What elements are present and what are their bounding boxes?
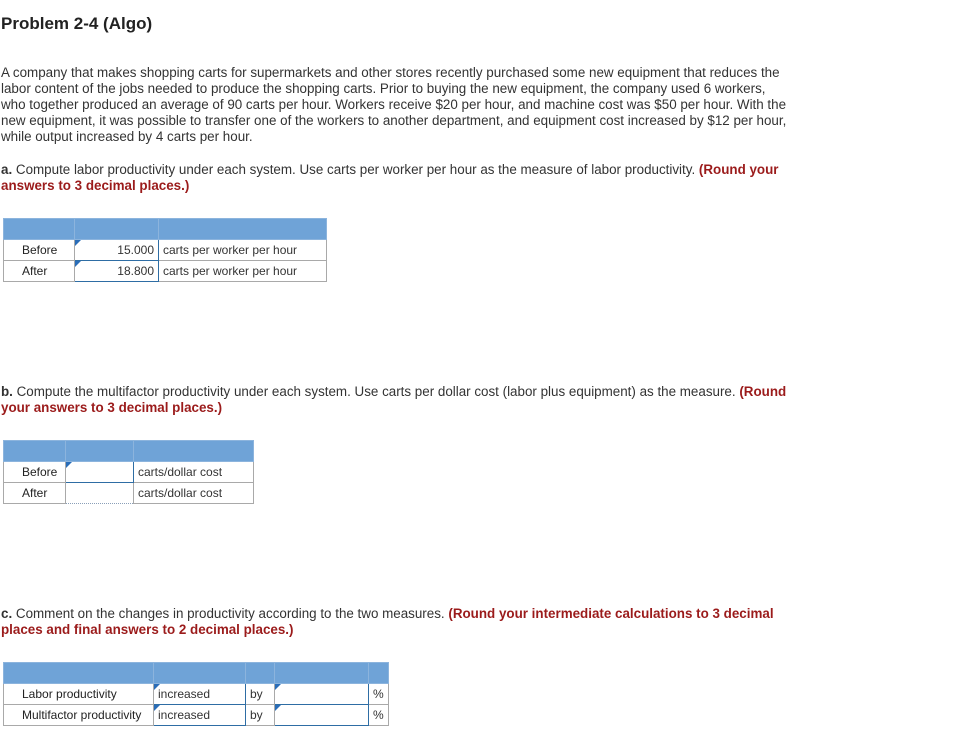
labor-productivity-after-input[interactable]: 18.800: [75, 261, 159, 282]
answer-marker-icon: [275, 684, 281, 690]
unit-label: carts per worker per hour: [159, 240, 327, 261]
by-label: by: [246, 705, 275, 726]
unit-label: carts/dollar cost: [134, 483, 254, 504]
part-a-text: Compute labor productivity under each system. Use carts per worker per hour as the measure of labor productivity.: [15, 162, 696, 177]
part-a-label: a.: [1, 162, 13, 177]
problem-title: Problem 2-4 (Algo): [1, 14, 153, 33]
percent-label: %: [369, 705, 389, 726]
part-a-header-row: [4, 219, 327, 240]
row-label-after: After: [4, 261, 75, 282]
problem-description: [1, 65, 901, 145]
labor-direction-select[interactable]: increased: [154, 684, 246, 705]
unit-label: carts/dollar cost: [134, 462, 254, 483]
intro-line-3: who together produced an average of 90 carts per hour. Workers receive $20 per hour, and machine cost was $50 per hour. With the: [1, 97, 787, 112]
part-c-row-labor: [4, 684, 389, 705]
row-label-before: Before: [4, 240, 75, 261]
intro-line-4: new equipment, it was possible to transfer one of the workers to another department, and equipment cost increased by $12 per hour,: [1, 113, 787, 128]
intro-line-2: labor content of the jobs needed to produce the shopping carts. Prior to buying the new equipment, the company used 6 workers,: [1, 81, 766, 96]
part-b-table: [3, 440, 254, 504]
part-b-row-after: [4, 483, 254, 504]
multifactor-after-input[interactable]: [66, 483, 134, 504]
answer-marker-icon: [66, 462, 72, 468]
labor-productivity-before-input[interactable]: 15.000: [75, 240, 159, 261]
row-label-before: Before: [4, 462, 66, 483]
part-b-question: [1, 384, 901, 416]
part-b-row-before: [4, 462, 254, 483]
answer-marker-icon: [75, 240, 81, 246]
part-b-note-2: your answers to 3 decimal places.): [1, 400, 223, 415]
row-label-labor: Labor productivity: [4, 684, 154, 705]
part-c-question: [1, 606, 901, 638]
intro-line-5: while output increased by 4 carts per hour.: [1, 129, 253, 144]
part-c-table: [3, 662, 389, 726]
answer-marker-icon: [154, 684, 160, 690]
by-label: by: [246, 684, 275, 705]
part-a-row-before: [4, 240, 327, 261]
row-label-multifactor: Multifactor productivity: [4, 705, 154, 726]
part-c-note-1: (Round your intermediate calculations to 3 decimal: [448, 606, 774, 621]
multifactor-direction-select[interactable]: increased: [154, 705, 246, 726]
part-a-question: [1, 162, 901, 194]
part-b-text: Compute the multifactor productivity under each system. Use carts per dollar cost (labor plus equipment) as the measure.: [16, 384, 736, 399]
part-c-row-multifactor: [4, 705, 389, 726]
part-c-note-2: places and final answers to 2 decimal places.): [1, 622, 294, 637]
part-c-label: c.: [1, 606, 13, 621]
unit-label: carts per worker per hour: [159, 261, 327, 282]
answer-marker-icon: [275, 705, 281, 711]
part-a-row-after: [4, 261, 327, 282]
part-a-note-2: answers to 3 decimal places.): [1, 178, 190, 193]
labor-change-input[interactable]: [275, 684, 369, 705]
part-b-header-row: [4, 441, 254, 462]
answer-marker-icon: [75, 261, 81, 267]
part-c-text: Comment on the changes in productivity according to the two measures.: [15, 606, 445, 621]
intro-line-1: A company that makes shopping carts for supermarkets and other stores recently purchased some new equipment that reduces the: [1, 65, 780, 80]
multifactor-change-input[interactable]: [275, 705, 369, 726]
part-b-note-1: (Round: [739, 384, 787, 399]
part-b-label: b.: [1, 384, 13, 399]
answer-marker-icon: [154, 705, 160, 711]
part-a-table: [3, 218, 327, 282]
part-c-header-row: [4, 663, 389, 684]
part-a-note-1: (Round your: [698, 162, 779, 177]
multifactor-before-input[interactable]: [66, 462, 134, 483]
row-label-after: After: [4, 483, 66, 504]
percent-label: %: [369, 684, 389, 705]
